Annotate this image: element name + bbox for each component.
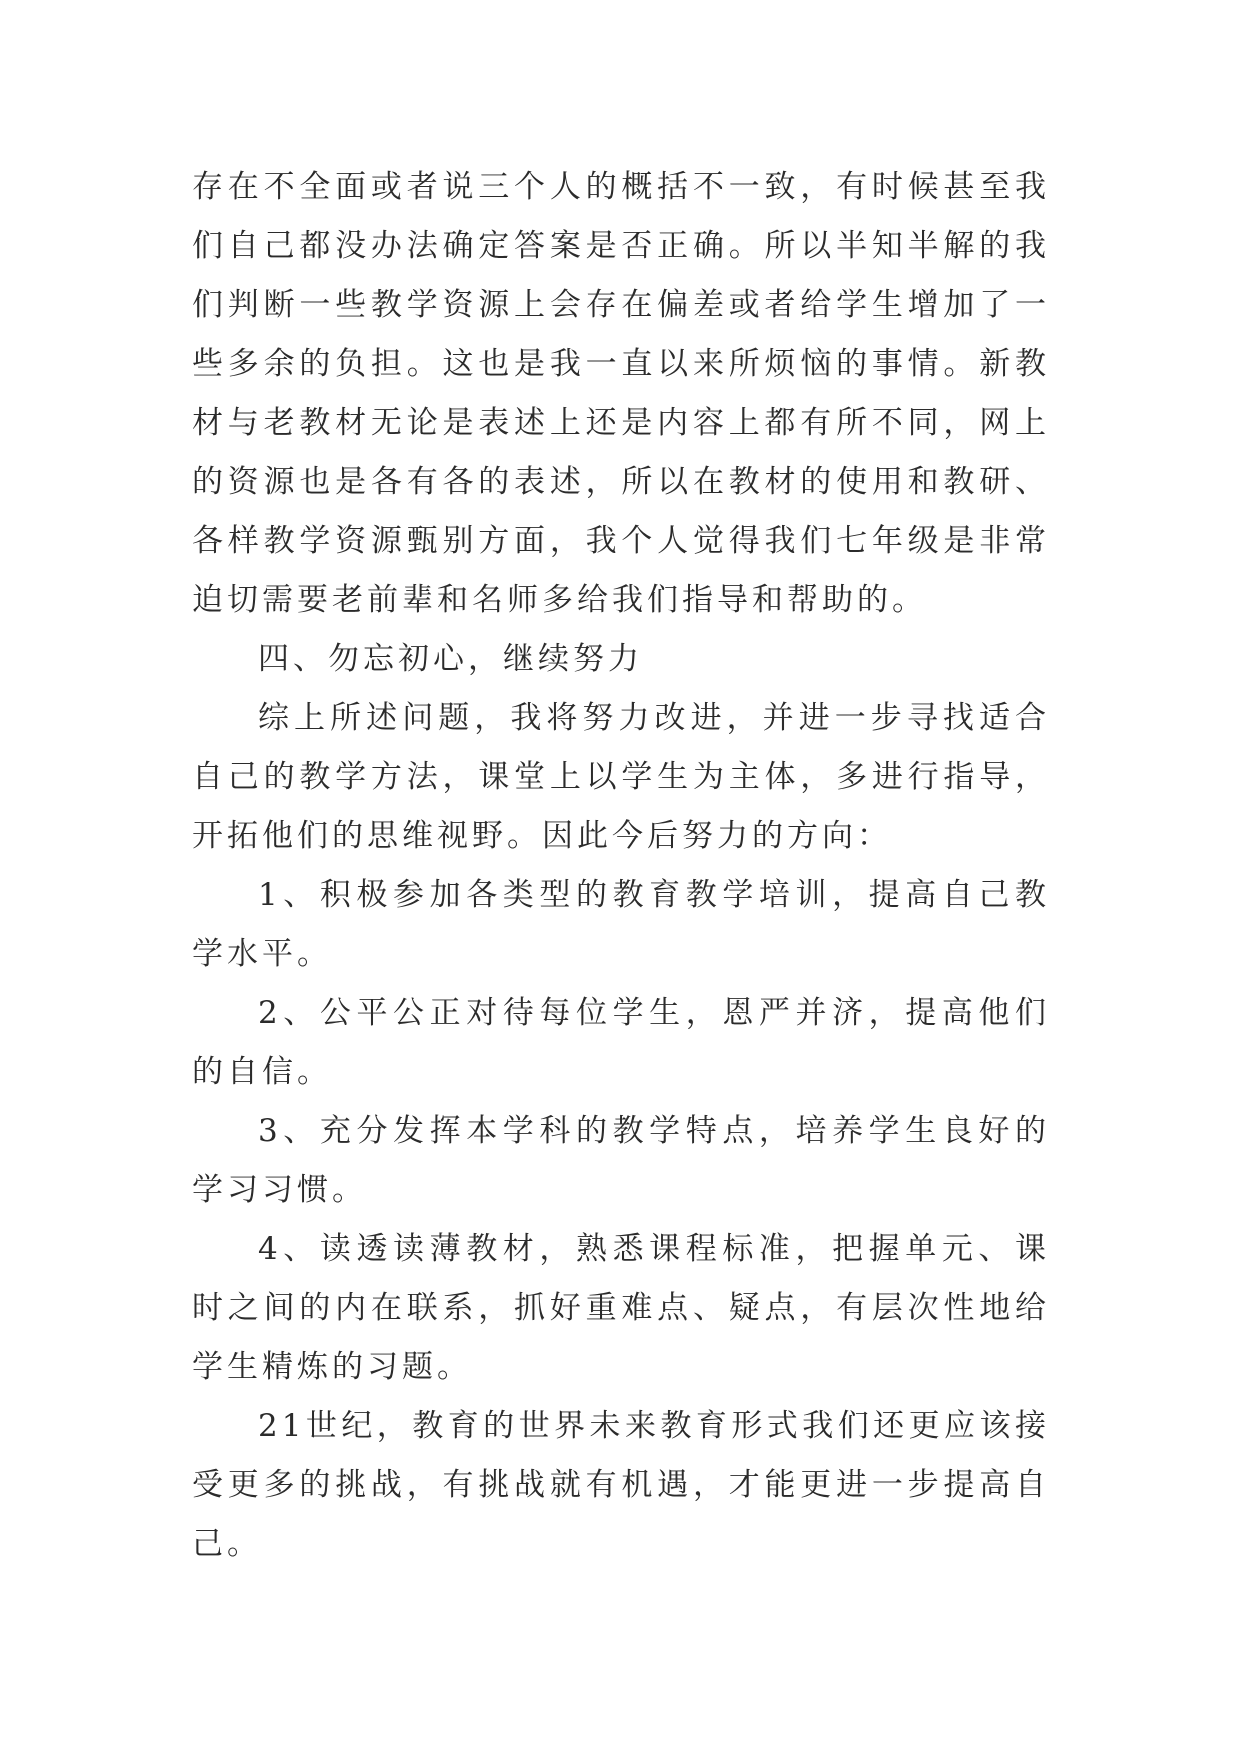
list-item: 2、公平公正对待每位学生，恩严并济，提高他们的自信。: [192, 995, 1050, 1090]
closing-paragraph: 21世纪，教育的世界未来教育形式我们还更应该接受更多的挑战，有挑战就有机遇，才能更进一步提高自己。: [192, 1408, 1050, 1562]
document-page: [192, 158, 1050, 1574]
section-heading: 四、勿忘初心，继续努力: [258, 641, 643, 677]
list-item: 1、积极参加各类型的教育教学培训，提高自己教学水平。: [192, 877, 1050, 972]
body-paragraph-continued: 存在不全面或者说三个人的概括不一致，有时候甚至我们自己都没办法确定答案是否正确。所以半知半解的我们判断一些教学资源上会存在偏差或者给学生增加了一些多余的负担。这也是我一直以来所烦恼的事情。新教材与老教材无论是表述上还是内容上都有所不同，网上的资源也是各有各的表述，所以在教材的使用和教研、各样教学资源甄别方面，我个人觉得我们七年级是非常迫切需要老前辈和名师多给我们指导和帮助的。: [192, 169, 1050, 618]
body-paragraph: 综上所述问题，我将努力改进，并进一步寻找适合自己的教学方法，课堂上以学生为主体，多进行指导，开拓他们的思维视野。因此今后努力的方向：: [192, 700, 1050, 854]
list-item: 3、充分发挥本学科的教学特点，培养学生良好的学习习惯。: [192, 1113, 1050, 1208]
list-item: 4、读透读薄教材，熟悉课程标准，把握单元、课时之间的内在联系，抓好重难点、疑点，有层次性地给学生精炼的习题。: [192, 1231, 1050, 1385]
